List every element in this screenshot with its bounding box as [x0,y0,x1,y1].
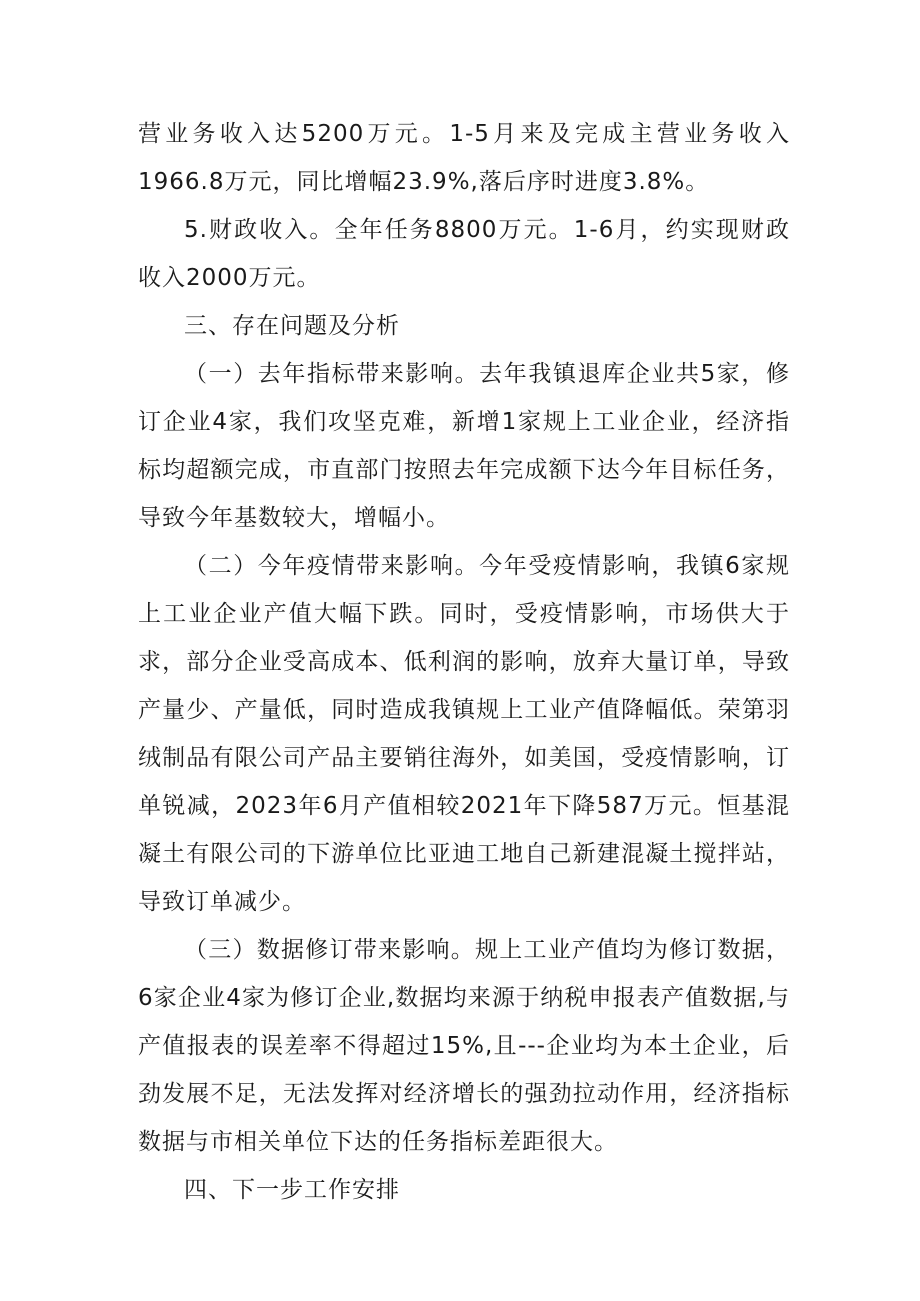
paragraph-last-year-indicators: （一）去年指标带来影响。去年我镇退库企业共5家，修订企业4家，我们攻坚克难，新增1家规上工业企业，经济指标均超额完成，市直部门按照去年完成额下达今年目标任务，导致今年基数较大，增幅小。 [138,361,790,531]
section-heading-problems: 三、存在问题及分析 [184,313,400,339]
section-heading-next-steps: 四、下一步工作安排 [184,1177,400,1203]
paragraph-revenue-continued: 营业务收入达5200万元。1-5月来及完成主营业务收入1966.8万元，同比增幅23.9%,落后序时进度3.8%。 [138,121,790,195]
paragraph-fiscal-revenue: 5.财政收入。全年任务8800万元。1-6月，约实现财政收入2000万元。 [138,217,790,291]
document-body [138,110,790,1214]
paragraph-data-revision: （三）数据修订带来影响。规上工业产值均为修订数据，6家企业4家为修订企业,数据均来源于纳税申报表产值数据,与产值报表的误差率不得超过15%,且---企业均为本土企业，后劲发展不足，无法发挥对经济增长的强劲拉动作用，经济指标数据与市相关单位下达的任务指标差距很大。 [138,937,790,1155]
paragraph-epidemic-impact: （二）今年疫情带来影响。今年受疫情影响，我镇6家规上工业企业产值大幅下跌。同时，受疫情影响，市场供大于求，部分企业受高成本、低利润的影响，放弃大量订单，导致产量少、产量低，同时造成我镇规上工业产值降幅低。荣第羽绒制品有限公司产品主要销往海外，如美国，受疫情影响，订单锐减，2023年6月产值相较2021年下降587万元。恒基混凝土有限公司的下游单位比亚迪工地自己新建混凝土搅拌站，导致订单减少。 [138,553,790,915]
